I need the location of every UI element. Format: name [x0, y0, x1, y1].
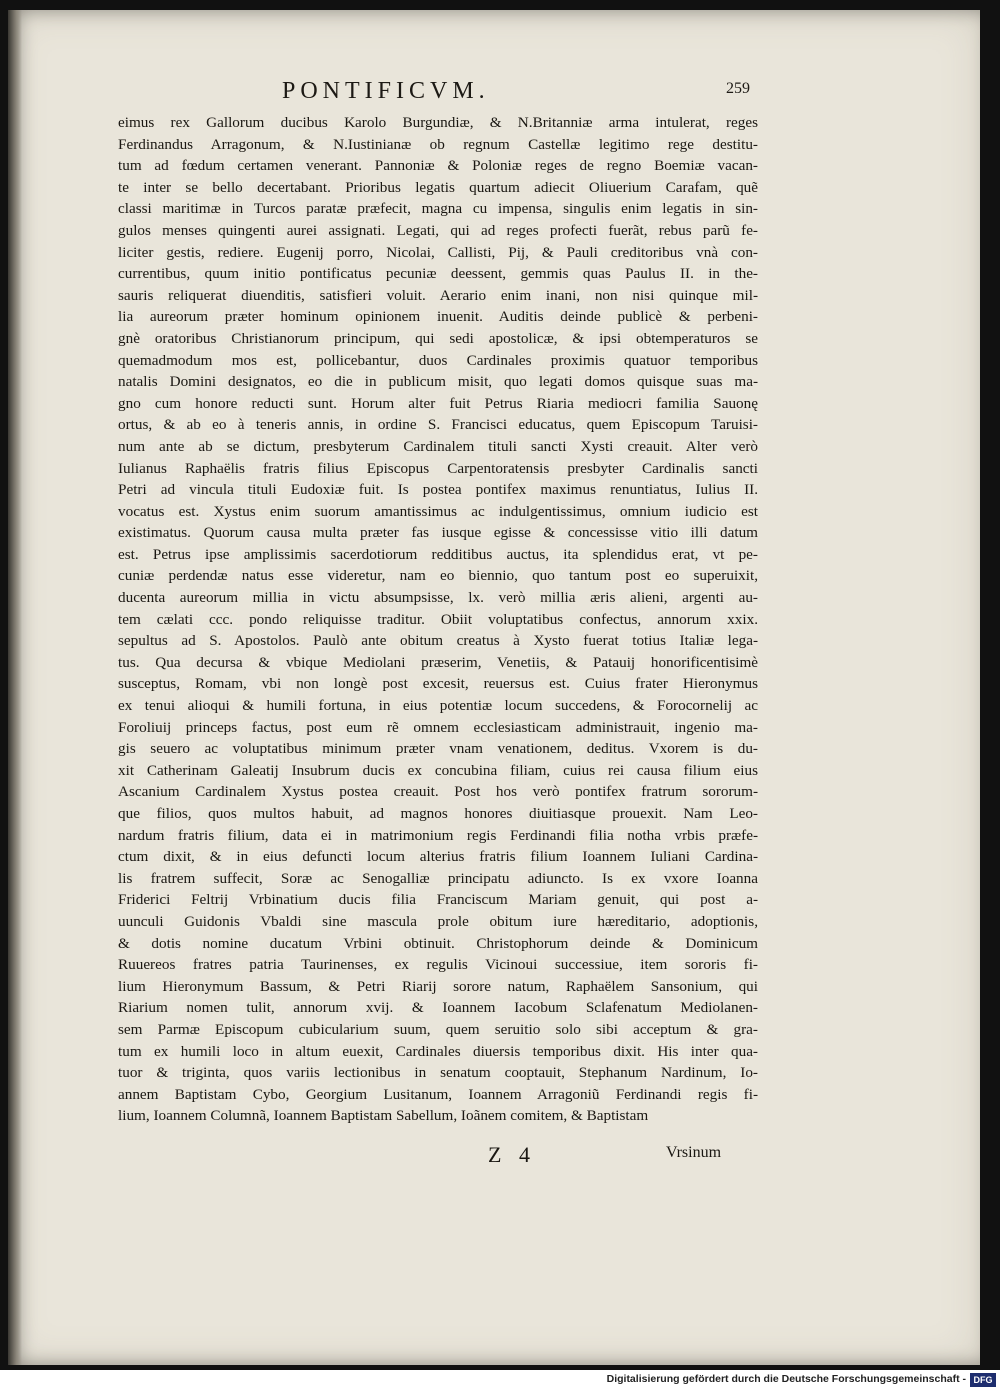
text-line: liciter gestis, rediere. Eugenij porro, Nicolai, Callisti, Pij, & Pauli creditoribus vnà con-	[118, 243, 758, 261]
running-head	[8, 78, 980, 102]
text-line: Ferdinandus Arragonum, & N.Iustinianæ ob regnum Castellæ legitimo rege destitu-	[118, 135, 758, 153]
text-line: eimus rex Gallorum ducibus Karolo Burgundiæ, & N.Britanniæ arma intulerat, reges	[118, 114, 758, 131]
text-line: tus. Qua decursa & vbique Mediolani præserim, Venetiis, & Patauij honorificentisimè	[118, 653, 758, 671]
text-line: Foroliuij princeps factus, post eum rẽ omnem ecclesiasticam administrauit, ingenio ma-	[118, 718, 758, 736]
text-line: est. Petrus ipse amplissimis sacerdotiorum redditibus auctus, ita splendidus erat, vt pe-	[118, 545, 758, 563]
text-line: sepultus ad S. Apostolos. Paulò ante obitum creatus à Xysto fuerat totius Italiæ lega-	[118, 632, 758, 650]
text-line: nardum fratris filium, data ei in matrimonium regis Ferdinandi filia notha vrbis præfe-	[118, 826, 758, 844]
text-line: Ruuereos fratres patria Taurinenses, ex regulis Vicinoui successiue, item sororis fi-	[118, 956, 758, 974]
text-line: natalis Domini designatos, eo die in publicum misit, quo legati domos quisque suas ma-	[118, 373, 758, 391]
text-line: gulos menses quingenti aurei assignati. Legati, qui ad reges profecti fuerãt, rebus parũ fe-	[118, 221, 758, 239]
text-line: gis seuero ac voluptatibus minimum præter vnam venationem, deditus. Vxorem is du-	[118, 740, 758, 758]
text-line: Riarium nomen tulit, annorum xvij. & Ioannem Iacobum Sclafenatum Mediolanen-	[118, 999, 758, 1017]
text-line: quemadmodum mos est, pollicebantur, duos Cardinales proximis quatuor temporibus	[118, 351, 758, 369]
text-line: Petri ad vincula tituli Eudoxiæ fuit. Is postea pontifex maximus renuntiatus, Iulius II.	[118, 481, 758, 499]
text-line: gno cum honore reducti sunt. Horum alter fuit Petrus Riaria mediocri familia Sauonę	[118, 394, 758, 412]
text-line: lium Hieronymum Bassum, & Petri Riarij sorore natum, Raphaëlem Sansonium, qui	[118, 977, 758, 995]
text-line: que filios, quos multos habuit, ad magnos honores diuitiasque prouexit. Nam Leo-	[118, 805, 758, 822]
text-line: ex tenui alioqui & humili fortuna, in eius potentiæ locum succedens, & Forocornelij ac	[118, 697, 758, 715]
dfg-logo: DFG	[970, 1373, 996, 1387]
text-line: sauris reliquerat diuenditis, satisfieri voluit. Aerario enim inani, non nisi quinque mil-	[118, 286, 758, 304]
text-line: ortus, & ab eo à teneris annis, in ordine S. Francisci educatus, quem Episcopum Taruisi-	[118, 416, 758, 434]
book-page	[8, 10, 980, 1365]
text-line: sem Parmæ Episcopum cubicularium suum, quem seruitio solo sibi acceptum & gra-	[118, 1020, 758, 1038]
text-line: ducenta aureorum millia in victu absumpsisse, lx. verò millia æris alieni, argenti au-	[118, 589, 758, 607]
text-block	[118, 112, 758, 1127]
text-line: ctum dixit, & in eius defuncti locum alterius fratris filium Ioannem Iuliani Cardina-	[118, 848, 758, 866]
text-line: tum ad fœdum certamen venerant. Pannoniæ & Poloniæ reges de regno Boemiæ vacan-	[118, 157, 758, 175]
text-line: classi maritimæ in Turcos paratæ præfecit, magna cu impensa, singulis enim legatis in sin-	[118, 200, 758, 218]
catchword: Vrsinum	[666, 1144, 722, 1161]
text-line: xit Catherinam Galeatij Insubrum ducis ex concubina filiam, cuius rei causa filium eius	[118, 761, 758, 779]
signature-mark: Z 4	[488, 1142, 536, 1167]
text-line: Iulianus Raphaëlis fratris filius Episcopus Carpentoratensis presbyter Cardinalis sancti	[118, 459, 758, 477]
text-line: lia aureorum præter hominum opinionem inuenit. Auditis deinde publicè & perbeni-	[118, 308, 758, 326]
text-line: susceptus, Romam, vbi non longè post excesit, reuersus est. Cuius frater Hieronymus	[118, 675, 758, 693]
text-line: lis fratrem suffecit, Soræ ac Senogalliæ principatu adiuncto. Is ex vxore Ioanna	[118, 869, 758, 887]
text-line: te inter se bello decertabant. Prioribus legatis quartum adiecit Oliuerium Carafam, quẽ	[118, 178, 758, 196]
text-line: gnè oratoribus Christianorum principum, qui sedi apostolicæ, & ipsi obtemperaturos se	[118, 329, 758, 347]
text-line: & dotis nomine ducatum Vrbini obtinuit. Christophorum deinde & Dominicum	[118, 934, 758, 952]
footer-bar	[0, 1370, 1000, 1391]
text-line: existimatus. Quorum causa multa præter fas iusque egisse & concessisse vitio illi datum	[118, 524, 758, 542]
text-line: currentibus, quum initio pontificatus pecuniæ deessent, gemmis quas Paulus II. in the-	[118, 265, 758, 283]
page-number: 259	[726, 80, 750, 97]
text-line: vocatus est. Xystus enim suorum amantissimus ac indulgentissimus, omnium iudicio est	[118, 502, 758, 520]
text-line: lium, Ioannem Columnã, Ioannem Baptistam Sabellum, Ioãnem comitem, & Baptistam	[118, 1107, 649, 1125]
running-head-title: PONTIFICVM.	[282, 78, 490, 104]
text-line: tum ex humili loco in altum euexit, Cardinales diuersis temporibus dixit. His inter qua-	[118, 1042, 758, 1060]
text-line: annem Baptistam Cybo, Georgium Lusitanum, Ioannem Arragoniũ Ferdinandi regis fi-	[118, 1085, 758, 1103]
text-line: Ascanium Cardinalem Xystus postea creauit. Post hos verò pontifex fratrum sororum-	[118, 783, 758, 801]
funding-notice: Digitalisierung gefördert durch die Deutsche Forschungsgemeinschaft -	[606, 1373, 966, 1385]
text-line: uunculi Guidonis Vbaldi sine mascula prole obitum iure hæreditario, adoptionis,	[118, 912, 758, 930]
text-line: tem cælati ccc. pondo reliquisse traditur. Obiit voluptatibus confectus, annorum xxix.	[118, 610, 758, 628]
text-line: num ante ab se dictum, presbyterum Cardinalem tituli sancti Xysti creauit. Alter verò	[118, 437, 758, 455]
text-line: cuniæ perdendæ natus esse videretur, nam eo biennio, quo tantum post eo superuixit,	[118, 567, 758, 585]
text-line: Friderici Feltrij Vrbinatium ducis filia Franciscum Mariam genuit, qui post a-	[118, 891, 758, 909]
text-line: tuor & triginta, quos variis lectionibus in senatum cooptauit, Stephanum Nardinum, Io-	[118, 1064, 758, 1082]
